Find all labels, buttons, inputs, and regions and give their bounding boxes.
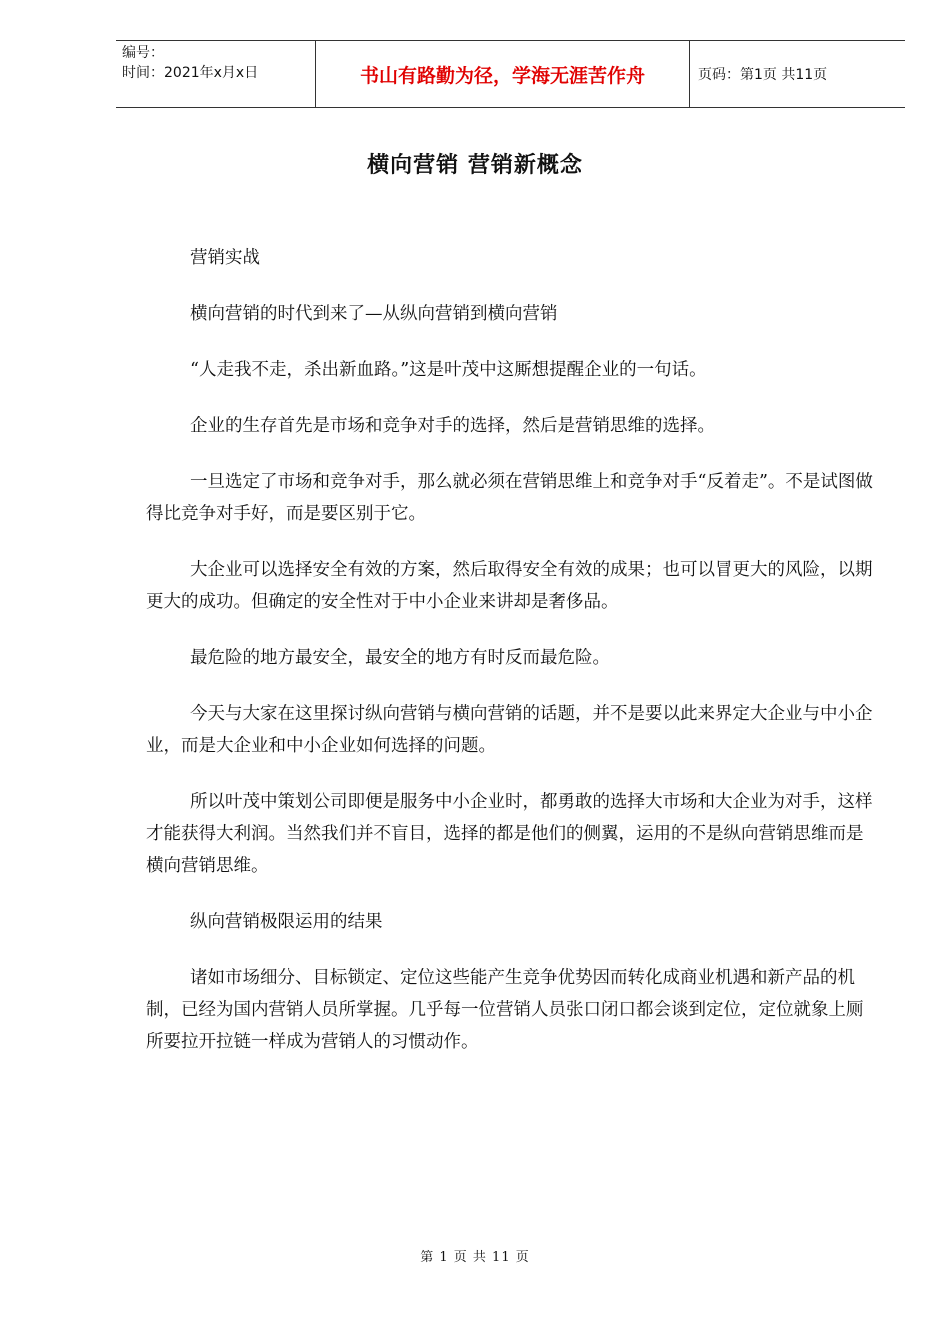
- paragraph: 最危险的地方最安全，最安全的地方有时反而最危险。: [190, 648, 610, 668]
- motto-text: 书山有路勤为径，学海无涯苦作舟: [359, 64, 645, 87]
- number-label: 编号：: [122, 45, 164, 61]
- page-header: [116, 40, 905, 108]
- paragraph: “人走我不走，杀出新血路。”这是叶茂中这厮想提醒企业的一句话。: [190, 360, 707, 380]
- page-footer: 第 1 页 共 11 页: [420, 1250, 530, 1265]
- paragraph: 今天与大家在这里探讨纵向营销与横向营销的话题，并不是要以此来界定大企业与中小企业，而是大企业和中小企业如何选择的问题。: [146, 704, 873, 756]
- paragraph: 纵向营销极限运用的结果: [190, 912, 383, 932]
- header-meta-cell: [116, 41, 316, 107]
- header-motto-cell: [316, 41, 690, 107]
- paragraph: 营销实战: [190, 248, 260, 268]
- document-body: [146, 242, 874, 1082]
- time-label: 时间：2021年x月x日: [122, 65, 259, 81]
- document-title: 横向营销 营销新概念: [367, 153, 583, 178]
- page-number-label: 页码：第1页 共11页: [698, 67, 828, 83]
- paragraph: 横向营销的时代到来了—从纵向营销到横向营销: [190, 304, 558, 324]
- paragraph: 一旦选定了市场和竞争对手，那么就必须在营销思维上和竞争对手“反着走”。不是试图做得比竞争对手好，而是要区别于它。: [146, 472, 873, 524]
- paragraph: 大企业可以选择安全有效的方案，然后取得安全有效的成果；也可以冒更大的风险，以期更大的成功。但确定的安全性对于中小企业来讲却是奢侈品。: [146, 560, 873, 612]
- paragraph: 所以叶茂中策划公司即便是服务中小企业时，都勇敢的选择大市场和大企业为对手，这样才能获得大利润。当然我们并不盲目，选择的都是他们的侧翼，运用的不是纵向营销思维而是横向营销思维。: [146, 792, 873, 876]
- paragraph: 企业的生存首先是市场和竞争对手的选择，然后是营销思维的选择。: [190, 416, 715, 436]
- paragraph: 诸如市场细分、目标锁定、定位这些能产生竞争优势因而转化成商业机遇和新产品的机制，已经为国内营销人员所掌握。几乎每一位营销人员张口闭口都会谈到定位，定位就象上厕所要拉开拉链一样成为营销人的习惯动作。: [146, 968, 864, 1052]
- header-page-cell: [690, 41, 905, 107]
